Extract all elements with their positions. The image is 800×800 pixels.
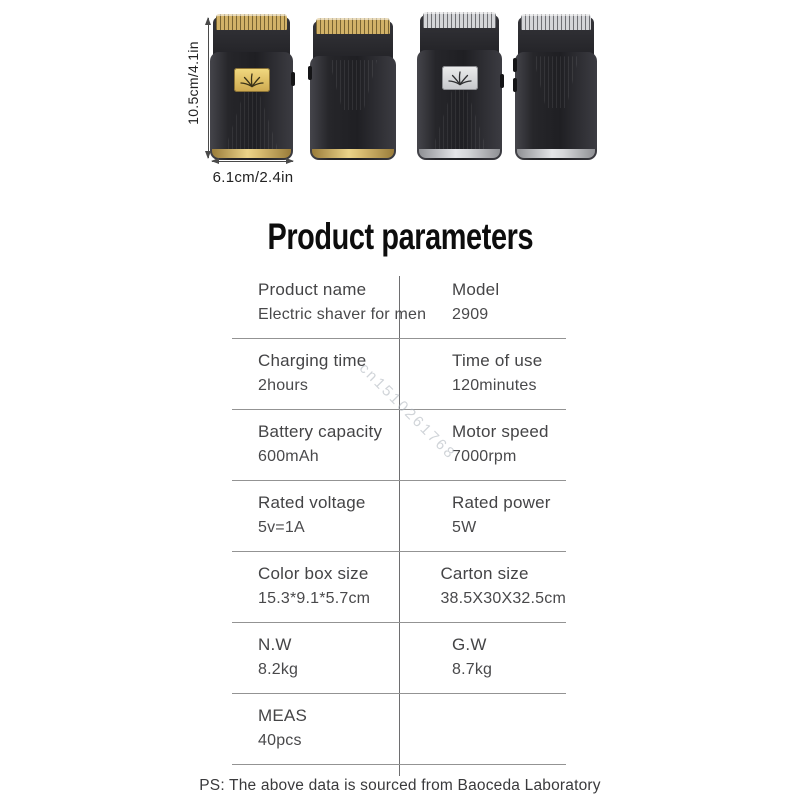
section-title-wrap: [0, 216, 800, 258]
shaver-silver-front: [417, 12, 502, 160]
param-value: 2hours: [258, 377, 309, 394]
power-button: [513, 58, 517, 72]
footnote: PS: The above data is sourced from Baoceda Laboratory: [199, 777, 601, 794]
accent-stripe: [517, 149, 595, 158]
cell-charging-time: [232, 339, 399, 409]
param-label: Charging time: [258, 351, 367, 370]
shaver-body: [310, 56, 396, 160]
width-dimension-arrow: [212, 161, 293, 162]
body-ridges: [533, 56, 579, 108]
cell-model: [399, 268, 566, 338]
body-ridges: [432, 87, 486, 149]
param-label: Carton size: [440, 564, 529, 583]
brand-badge: [442, 66, 478, 90]
param-value: 600mAh: [258, 448, 319, 465]
table-row-rated-voltage: [232, 481, 566, 552]
cell-product-name: [232, 268, 427, 338]
param-label: Color box size: [258, 564, 369, 583]
shaver-foil: [216, 14, 287, 30]
param-label: N.W: [258, 635, 292, 654]
shaver-gold-front: [210, 14, 293, 160]
page-title: Product parameters: [267, 216, 533, 257]
param-label: Rated power: [452, 493, 551, 512]
power-button: [308, 66, 312, 80]
table-row-net-weight: [232, 623, 566, 694]
table-row-product-name: [232, 268, 566, 339]
table-row-color-box-size: [232, 552, 566, 623]
height-dimension-label: 10.5cm/4.1in: [185, 41, 201, 125]
accent-stripe: [419, 149, 500, 158]
param-value: 15.3*9.1*5.7cm: [258, 590, 371, 607]
cell-carton-size: [387, 552, 566, 622]
shaver-body: [515, 52, 597, 160]
body-ridges: [225, 89, 278, 149]
power-button: [291, 72, 295, 86]
param-value: 8.7kg: [452, 661, 493, 678]
width-dimension-label: 6.1cm/2.4in: [212, 169, 294, 186]
product-image-section: [0, 0, 800, 205]
brand-logo-icon: [447, 70, 473, 86]
param-value: 8.2kg: [258, 661, 299, 678]
param-value: 120minutes: [452, 377, 537, 394]
cell-motor-speed: [399, 410, 566, 480]
cell-rated-voltage: [232, 481, 399, 551]
seller-watermark: cn1510261768: [355, 359, 460, 464]
param-label: Product name: [258, 280, 367, 299]
brand-badge: [234, 68, 270, 92]
table-row-meas: [232, 694, 566, 765]
param-value: 5v=1A: [258, 519, 305, 536]
cell-meas: [232, 694, 399, 764]
param-value: Electric shaver for men: [258, 306, 427, 323]
table-row-battery-capacity: [232, 410, 566, 481]
shaver-gold-back: [310, 18, 396, 160]
cell-time-of-use: [399, 339, 566, 409]
side-switch: [513, 78, 517, 92]
parameters-table: [232, 268, 566, 765]
cell-empty: [399, 694, 566, 764]
shaver-foil: [521, 14, 591, 30]
param-label: Time of use: [452, 351, 543, 370]
param-value: 5W: [452, 519, 477, 536]
shaver-body: [210, 52, 293, 160]
table-row-charging-time: [232, 339, 566, 410]
cell-net-weight: [232, 623, 399, 693]
height-dimension-arrow: [208, 18, 209, 158]
param-label: Model: [452, 280, 500, 299]
cell-rated-power: [399, 481, 566, 551]
param-label: Motor speed: [452, 422, 549, 441]
accent-stripe: [212, 149, 291, 158]
param-value: 38.5X30X32.5cm: [440, 590, 566, 607]
power-button: [500, 74, 504, 88]
param-value: 7000rpm: [452, 448, 517, 465]
accent-stripe: [312, 149, 394, 158]
shaver-foil: [423, 12, 496, 28]
brand-logo-icon: [239, 72, 265, 88]
param-label: Rated voltage: [258, 493, 366, 512]
shaver-body: [417, 50, 502, 160]
param-label: Battery capacity: [258, 422, 383, 441]
param-label: G.W: [452, 635, 487, 654]
body-ridges: [329, 60, 377, 110]
shaver-foil: [316, 18, 390, 34]
shaver-silver-back: [515, 14, 597, 160]
cell-gross-weight: [399, 623, 566, 693]
param-label: MEAS: [258, 706, 307, 725]
param-value: 40pcs: [258, 732, 302, 749]
cell-battery-capacity: [232, 410, 399, 480]
param-value: 2909: [452, 306, 489, 323]
cell-color-box-size: [232, 552, 387, 622]
